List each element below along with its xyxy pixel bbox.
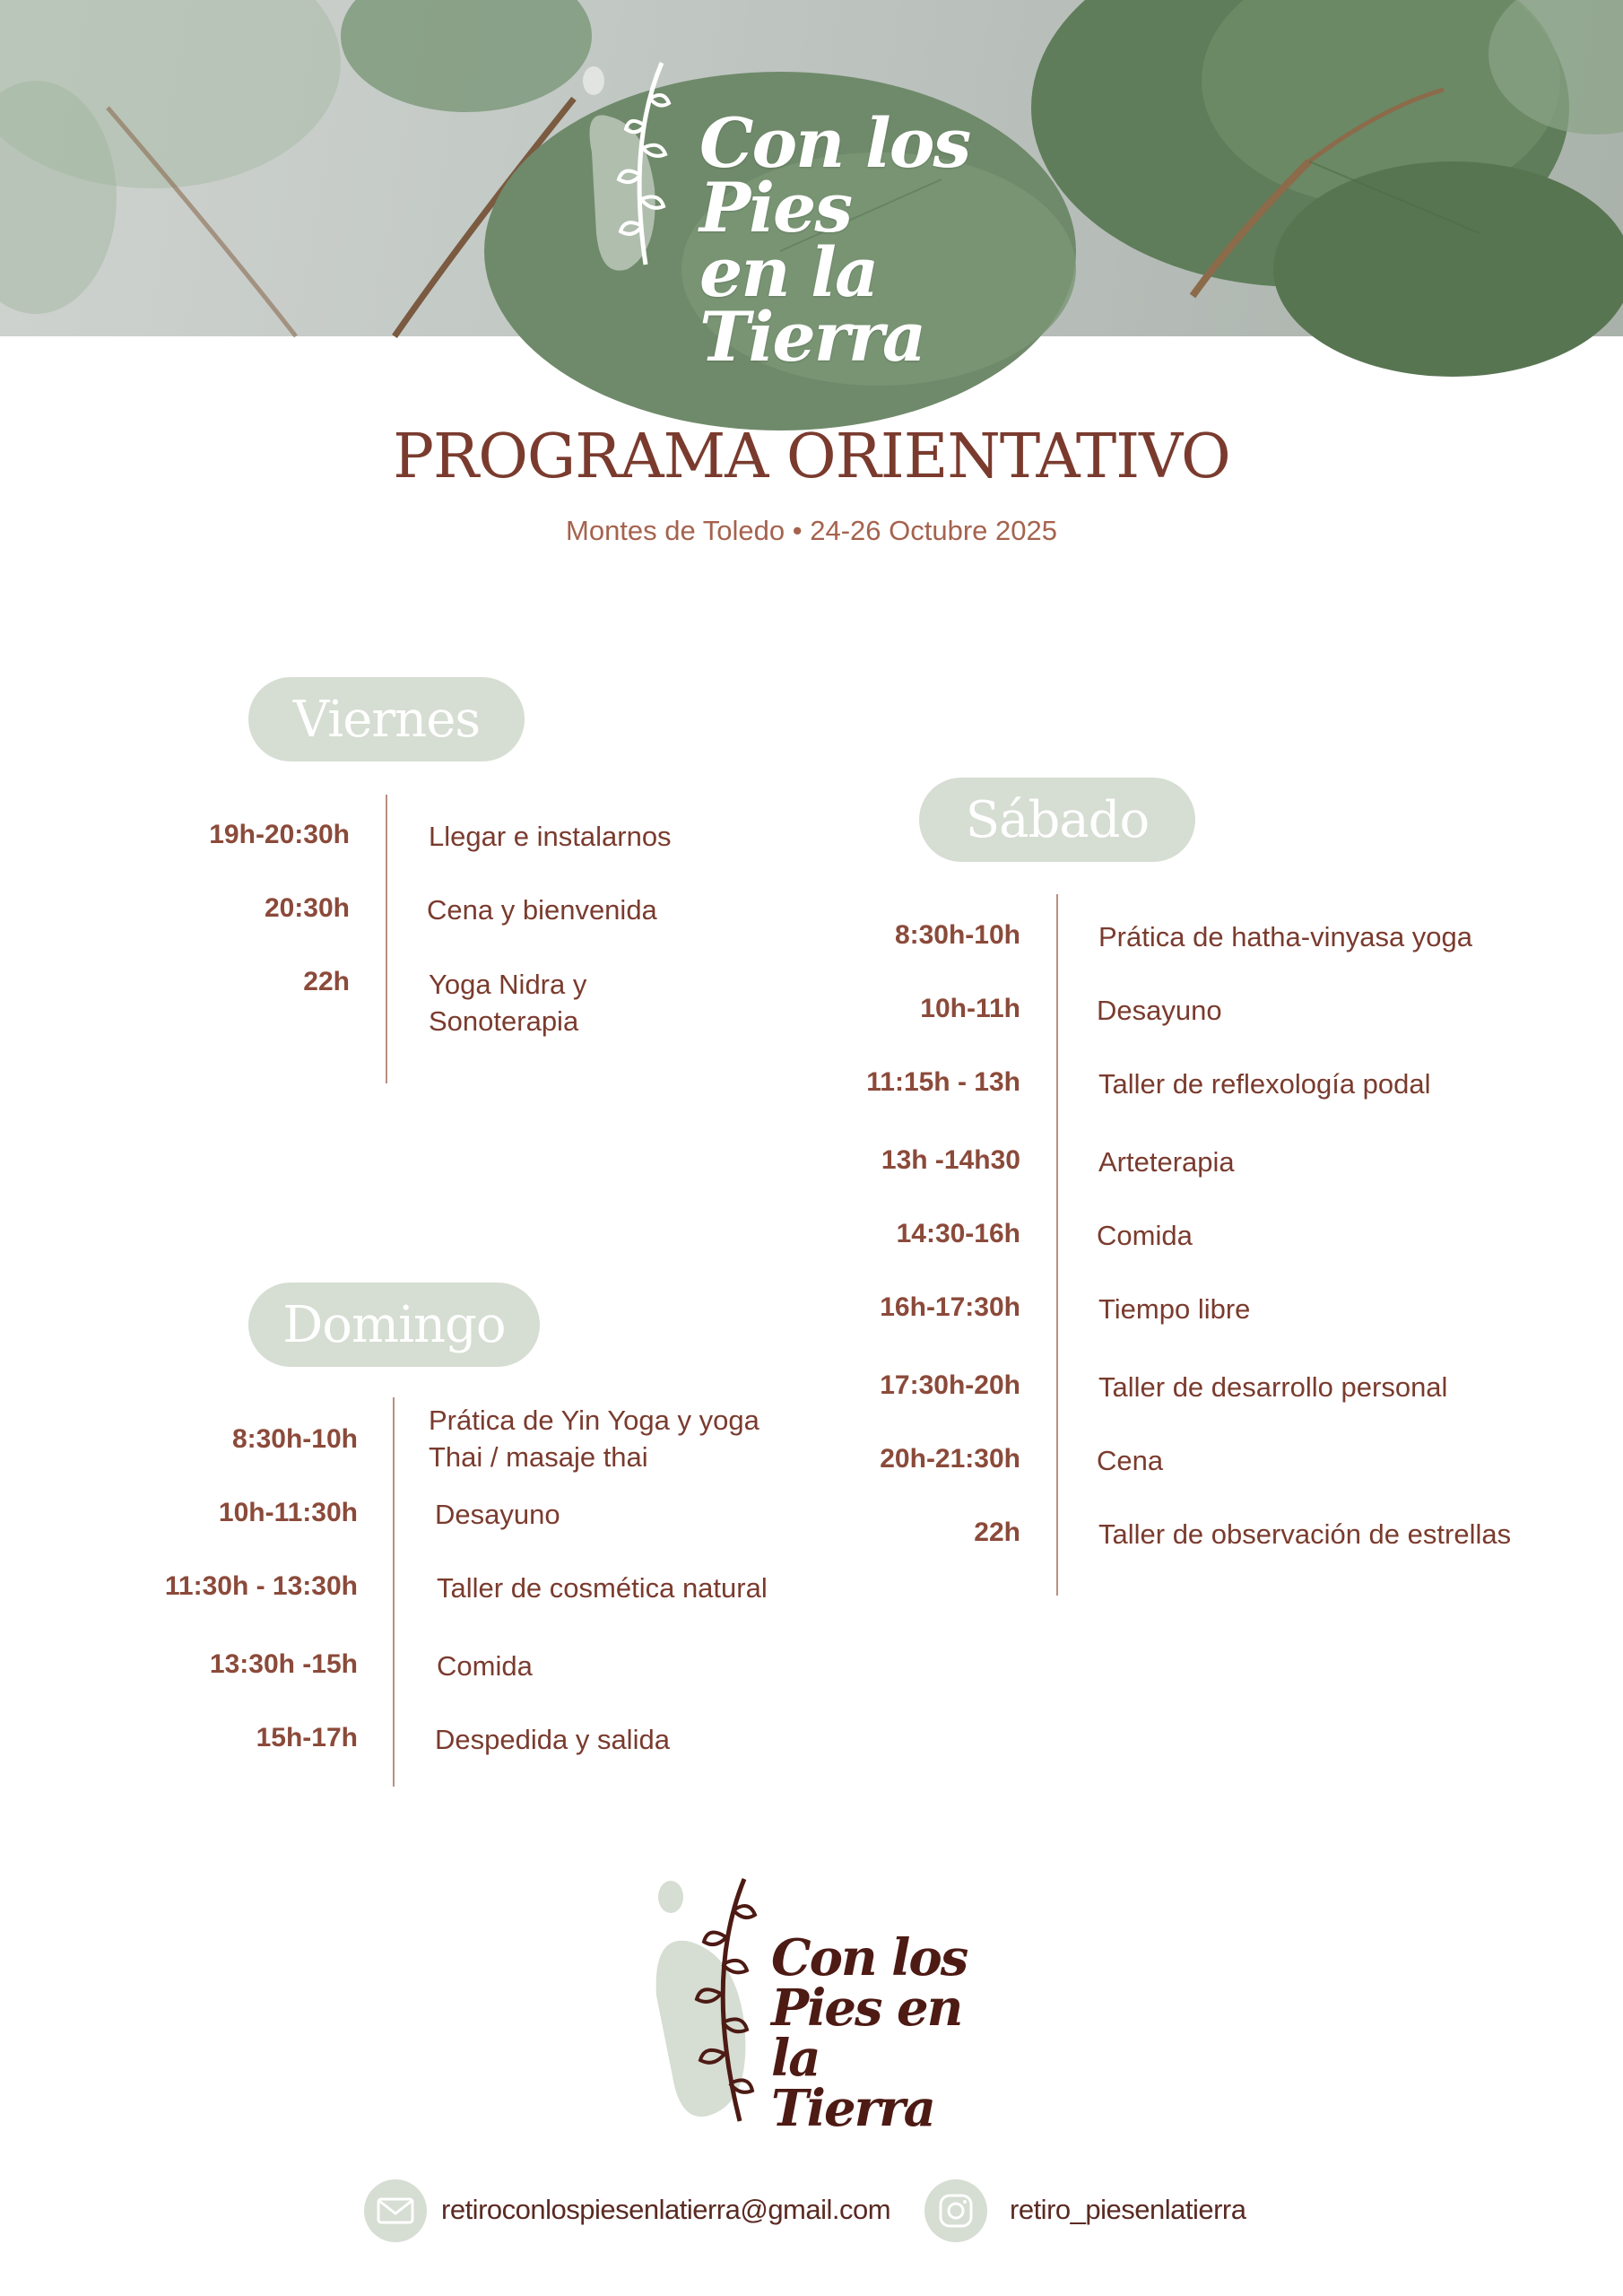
- schedule-activity: Despedida y salida: [435, 1724, 670, 1755]
- day-pill-viernes: Viernes: [248, 677, 525, 761]
- olive-branch-icon: [574, 54, 690, 278]
- schedule-time: 8:30h-10h: [231, 1424, 358, 1454]
- schedule-activity: Taller de observación de estrellas: [1098, 1518, 1512, 1550]
- mail-icon-badge[interactable]: [364, 2179, 427, 2242]
- timeline-divider-viernes: [386, 795, 387, 1083]
- day-pill-sabado: Sábado: [919, 778, 1195, 862]
- schedule-time: 15h-17h: [256, 1723, 358, 1752]
- schedule-time: 11:30h - 13:30h: [164, 1571, 358, 1601]
- contact-instagram[interactable]: retiro_piesenlatierra: [1010, 2194, 1246, 2225]
- schedule-time: 14:30-16h: [896, 1219, 1020, 1248]
- contact-email[interactable]: retiroconlospiesenlatierra@gmail.com: [441, 2194, 891, 2225]
- schedule-time: 11:15h - 13h: [866, 1067, 1020, 1097]
- schedule-activity: Comida: [1097, 1220, 1193, 1251]
- schedule-activity: Comida: [437, 1650, 533, 1682]
- schedule-activity: Taller de reflexología podal: [1098, 1068, 1431, 1100]
- schedule-activity: Prática de hatha-vinyasa yoga: [1098, 921, 1473, 952]
- schedule-activity: Desayuno: [1097, 995, 1222, 1026]
- header-banner: [0, 0, 1623, 377]
- schedule-activity: Cena: [1097, 1445, 1164, 1476]
- instagram-icon: [938, 2193, 974, 2229]
- schedule-activity: Taller de desarrollo personal: [1098, 1371, 1448, 1403]
- schedule-time: 10h-11h: [920, 994, 1020, 1023]
- schedule-activity: Taller de cosmética natural: [437, 1572, 768, 1604]
- schedule-time: 8:30h-10h: [894, 920, 1020, 950]
- schedule-time: 13:30h -15h: [209, 1649, 358, 1679]
- olive-branch-icon: [646, 1870, 771, 2130]
- schedule-activity: Prática de Yin Yoga y yoga Thai / masaje thai: [429, 1405, 759, 1473]
- schedule-time: 22h: [303, 967, 350, 996]
- day-pill-domingo: Domingo: [248, 1283, 540, 1367]
- timeline-divider-domingo: [393, 1397, 395, 1787]
- page-title: PROGRAMA ORIENTATIVO: [393, 422, 1230, 492]
- schedule-activity: Desayuno: [435, 1499, 560, 1530]
- schedule-time: 10h-11:30h: [218, 1498, 358, 1527]
- timeline-divider-sabado: [1056, 894, 1058, 1596]
- page-subtitle: Montes de Toledo • 24-26 Octubre 2025: [566, 515, 1057, 546]
- schedule-time: 20h-21:30h: [880, 1444, 1020, 1474]
- schedule-activity: Yoga Nidra y Sonoterapia: [429, 969, 587, 1037]
- schedule-time: 20:30h: [264, 893, 350, 923]
- mail-icon: [377, 2197, 414, 2224]
- instagram-icon-badge[interactable]: [924, 2179, 987, 2242]
- brand-logo-bottom: [646, 1870, 977, 2138]
- schedule-activity: Tiempo libre: [1098, 1293, 1251, 1325]
- brand-name: Con los Pies en la Tierra: [771, 1928, 968, 2138]
- schedule-time: 22h: [974, 1518, 1020, 1547]
- schedule-time: 19h-20:30h: [209, 820, 350, 849]
- brand-logo-top: [574, 54, 1058, 377]
- schedule-activity: Llegar e instalarnos: [429, 821, 672, 852]
- schedule-time: 13h -14h30: [881, 1145, 1020, 1175]
- brand-name: Con los Pies en la Tierra: [699, 103, 970, 377]
- schedule-time: 17:30h-20h: [880, 1370, 1020, 1400]
- schedule-activity: Cena y bienvenida: [427, 894, 657, 926]
- schedule-time: 16h-17:30h: [880, 1292, 1020, 1322]
- schedule-activity: Arteterapia: [1098, 1146, 1235, 1178]
